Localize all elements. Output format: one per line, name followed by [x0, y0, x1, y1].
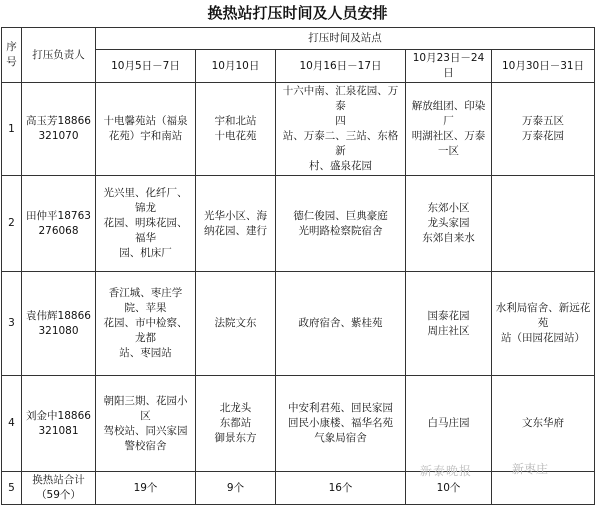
- header-seq: 序 号: [2, 28, 22, 83]
- schedule-cell: [196, 83, 276, 176]
- station-line: 警校宿舍: [124, 439, 167, 452]
- schedule-cell: [276, 376, 406, 472]
- station-line: 院、苹果: [124, 302, 167, 314]
- schedule-cell: [492, 83, 595, 176]
- schedule-table: [1, 27, 595, 505]
- station-line: 十电花苑: [214, 130, 257, 142]
- row-seq: 1: [2, 83, 22, 176]
- schedule-cell: [406, 376, 492, 472]
- station-line: 16个: [328, 481, 353, 494]
- station-line: 香江城、枣庄学: [108, 287, 183, 299]
- schedule-cell: [276, 176, 406, 272]
- station-line: 村、盛泉花园: [309, 160, 372, 172]
- page-title: 换热站打压时间及人员安排: [207, 4, 388, 22]
- row-person: [22, 83, 96, 176]
- watermark-left: 新泰晚报: [420, 464, 473, 478]
- person-line: 田仲平18763: [26, 209, 91, 222]
- header-date-5: 10月30日－31日: [492, 50, 595, 83]
- station-line: 龙头家园: [427, 217, 470, 229]
- station-line: 9个: [226, 481, 245, 494]
- station-line: 朝阳三期、花园小: [103, 394, 188, 407]
- header-date-4: 10月23日－24日: [406, 50, 492, 83]
- station-line: 福华: [135, 232, 156, 244]
- station-line: 白马庄园: [427, 417, 470, 429]
- schedule-cell: [196, 376, 276, 472]
- person-line: 321081: [38, 424, 79, 437]
- schedule-cell: [406, 176, 492, 272]
- station-line: 四: [335, 115, 346, 127]
- station-line: 御景东方: [214, 432, 257, 444]
- schedule-cell: [96, 272, 196, 376]
- person-line: 袁伟辉18866: [26, 309, 91, 322]
- person-line: 321070: [38, 130, 79, 142]
- schedule-cell: [276, 83, 406, 176]
- station-line: 德仁俊园、巨典豪庭: [293, 209, 388, 222]
- header-person: 打压负责人: [22, 28, 96, 83]
- header-schedule-group: 打压时间及站点: [96, 28, 595, 50]
- table-row: [2, 176, 595, 272]
- station-line: 纳花园、建行: [204, 224, 267, 237]
- schedule-cell: [492, 376, 595, 472]
- station-line: 万泰五区: [522, 115, 565, 127]
- person-line: 刘金中18866: [26, 409, 91, 422]
- station-line: 气象局宿舍: [314, 432, 367, 444]
- row-person: [22, 272, 96, 376]
- station-line: 光兴里、化纤厂、: [103, 187, 188, 199]
- station-line: 锦龙: [135, 202, 156, 214]
- station-line: 花园、市中检察、: [103, 317, 188, 329]
- station-line: 解放组团、印染: [411, 100, 486, 112]
- table-body: [2, 83, 595, 505]
- station-line: 东郊自来水: [422, 232, 475, 244]
- station-line: 花园、明珠花园、: [103, 217, 188, 229]
- station-line: 文东华府: [522, 417, 565, 429]
- station-line: 驾校站、同兴家园: [103, 424, 188, 437]
- station-line: 区: [140, 409, 151, 422]
- schedule-cell: [406, 83, 492, 176]
- station-line: 10个: [436, 481, 461, 494]
- person-line: 高玉芳18866: [26, 115, 91, 127]
- schedule-cell: [96, 176, 196, 272]
- station-line: 十六中南、汇泉花园、万泰: [282, 85, 399, 112]
- header-date-3: 10月16日－17日: [276, 50, 406, 83]
- station-line: 周庄社区: [427, 324, 470, 337]
- station-line: 苑: [537, 317, 549, 329]
- station-line: 水利局宿舍、新远花: [495, 302, 591, 314]
- station-line: 一区: [438, 145, 459, 157]
- schedule-cell: [492, 272, 595, 376]
- station-line: 国泰花园: [427, 309, 470, 322]
- row-seq: 3: [2, 272, 22, 376]
- station-line: 龙都: [135, 332, 156, 344]
- station-line: 园、机床厂: [119, 247, 172, 259]
- row-seq: 2: [2, 176, 22, 272]
- row-seq: 4: [2, 376, 22, 472]
- station-line: 花苑）宇和南站: [108, 130, 183, 142]
- header-date-1: 10月5日－7日: [96, 50, 196, 83]
- person-line: 276068: [38, 224, 79, 237]
- schedule-cell: [96, 376, 196, 472]
- table-row: [2, 376, 595, 472]
- station-line: 厂: [443, 115, 454, 127]
- station-line: 光明路检察院宿舍: [298, 224, 383, 237]
- station-line: 政府宿舍、紫桂苑: [298, 317, 383, 329]
- person-line: 321080: [38, 324, 79, 337]
- station-line: 万泰花园: [522, 130, 565, 142]
- station-line: 站（田园花园站）: [501, 332, 586, 344]
- station-line: 北龙头: [219, 402, 252, 414]
- row-person: [22, 176, 96, 272]
- schedule-cell: [196, 176, 276, 272]
- station-line: 十电馨苑站（福泉: [103, 115, 188, 127]
- schedule-cell: [492, 176, 595, 272]
- person-line: （59个）: [36, 489, 81, 501]
- station-line: 明湖社区、万泰: [411, 130, 486, 142]
- station-line: 回民小康楼、福华名苑: [288, 417, 393, 429]
- schedule-cell: [406, 272, 492, 376]
- table-row: [2, 83, 595, 176]
- person-line: 换热站合计: [32, 474, 85, 486]
- station-line: 法院文东: [214, 317, 257, 329]
- table-row: [2, 272, 595, 376]
- schedule-cell: [276, 272, 406, 376]
- row-person: [22, 376, 96, 472]
- watermark-right: 新枣庄: [512, 462, 549, 476]
- station-line: 站、万泰二、三站、东格新: [282, 130, 399, 157]
- schedule-cell: [196, 272, 276, 376]
- station-line: 19个: [133, 481, 158, 494]
- schedule-cell: [96, 83, 196, 176]
- station-line: 光华小区、海: [204, 209, 267, 222]
- station-line: 宇和北站: [214, 115, 257, 127]
- station-line: 东都站: [219, 417, 252, 429]
- header-date-2: 10月10日: [196, 50, 276, 83]
- row-seq: 5: [2, 472, 22, 505]
- station-line: 东郊小区: [427, 202, 470, 214]
- station-line: 中安利君苑、回民家园: [288, 402, 393, 414]
- station-line: 站、枣园站: [119, 347, 172, 359]
